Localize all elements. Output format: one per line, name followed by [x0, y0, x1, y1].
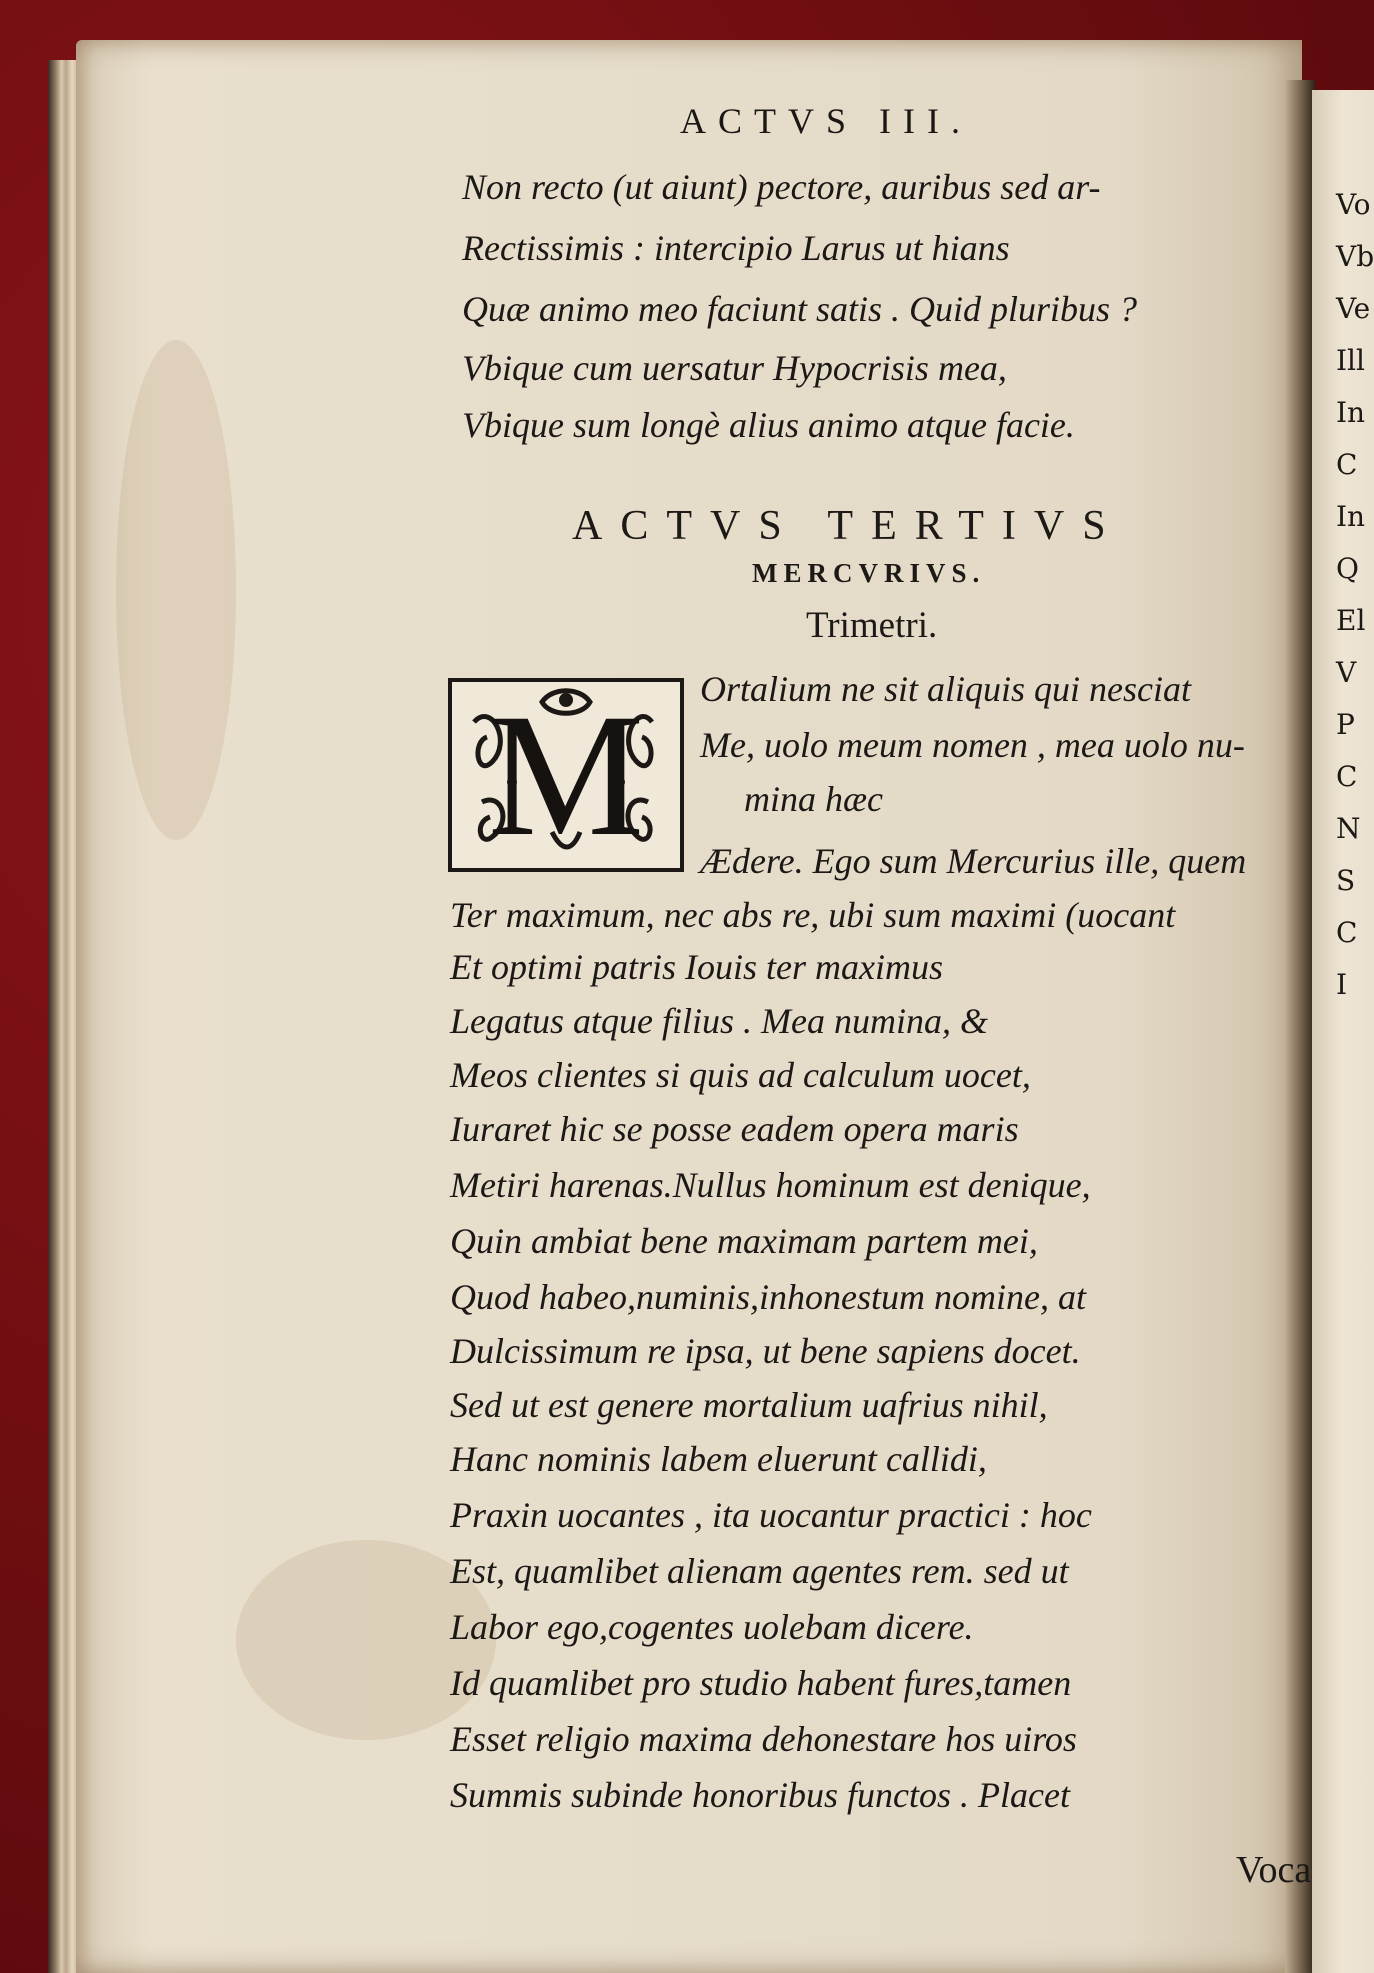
verse-line: Esset religio maxima dehonestare hos uiros — [450, 1719, 1077, 1759]
verse-line: Vbique cum uersatur Hypocrisis mea, — [462, 348, 1007, 388]
initial-letter: M — [487, 678, 645, 873]
verse-line: Et optimi patris Iouis ter maximus — [450, 947, 943, 987]
running-head: ACTVS III. — [680, 101, 972, 141]
verse-line: Ter maximum, nec abs re, ubi sum maximi (uocant — [450, 895, 1176, 935]
book-gutter — [1285, 80, 1315, 1973]
facing-fragment: Ve — [1336, 292, 1371, 325]
facing-fragment: El — [1336, 604, 1366, 637]
facing-fragment: Q — [1336, 552, 1359, 585]
verse-line: Metiri harenas.Nullus hominum est denique, — [450, 1165, 1091, 1205]
verse-line: Est, quamlibet alienam agentes rem. sed ut — [450, 1551, 1069, 1591]
verse-line: Summis subinde honoribus functos . Placet — [450, 1775, 1070, 1815]
verse-line: Meos clientes si quis ad calculum uocet, — [450, 1055, 1031, 1095]
verse-line: Iuraret hic se posse eadem opera maris — [450, 1109, 1019, 1149]
verse-line: Ortalium ne sit aliquis qui nesciat — [700, 669, 1191, 709]
catchword: Voca — [1236, 1849, 1312, 1891]
facing-fragment: V — [1336, 656, 1357, 689]
verse-line: Vbique sum longè alius animo atque facie. — [462, 405, 1075, 445]
facing-fragment: C — [1336, 760, 1358, 793]
verse-line: Me, uolo meum nomen , mea uolo nu- — [700, 725, 1245, 765]
meter-label: Trimetri. — [806, 605, 938, 646]
verse-line: Dulcissimum re ipsa, ut bene sapiens docet. — [450, 1331, 1081, 1371]
facing-fragment: N — [1336, 812, 1361, 845]
act-title: ACTVS TERTIVS — [572, 503, 1124, 549]
verse-line: Quod habeo,numinis,inhonestum nomine, at — [450, 1277, 1086, 1317]
verse-line: Quin ambiat bene maximam partem mei, — [450, 1221, 1038, 1261]
decorated-initial — [448, 678, 684, 872]
verse-line: Legatus atque filius . Mea numina, & — [450, 1001, 988, 1041]
facing-fragment: C — [1336, 916, 1358, 949]
speaker-heading: MERCVRIVS. — [752, 558, 986, 588]
facing-fragment: P — [1336, 708, 1355, 741]
verse-line: Id quamlibet pro studio habent fures,tamen — [450, 1663, 1072, 1703]
facing-fragment: S — [1336, 864, 1356, 897]
facing-fragment: I — [1336, 968, 1348, 1001]
verse-line: Ædere. Ego sum Mercurius ille, quem — [700, 841, 1247, 881]
verse-line: Rectissimis : intercipio Larus ut hians — [462, 228, 1010, 268]
facing-fragment: Vo — [1336, 188, 1371, 221]
verse-line: Labor ego,cogentes uolebam dicere. — [450, 1607, 974, 1647]
facing-fragment: In — [1336, 396, 1366, 429]
verse-line: mina hæc — [744, 779, 883, 819]
page-edges — [48, 60, 78, 1973]
facing-page — [1312, 90, 1374, 1973]
facing-fragment: C — [1336, 448, 1358, 481]
verse-line: Quæ animo meo faciunt satis . Quid pluribus ? — [462, 289, 1138, 329]
facing-fragment: Vb — [1336, 240, 1374, 273]
verse-line: Non recto (ut aiunt) pectore, auribus sed ar- — [462, 167, 1101, 207]
verse-line: Praxin uocantes , ita uocantur practici : hoc — [450, 1495, 1092, 1535]
facing-fragment: Ill — [1336, 344, 1365, 377]
verse-line: Sed ut est genere mortalium uafrius nihil, — [450, 1385, 1048, 1425]
foxing-stain — [116, 340, 236, 840]
facing-fragment: In — [1336, 500, 1366, 533]
verse-line: Hanc nominis labem eluerunt callidi, — [450, 1439, 987, 1479]
